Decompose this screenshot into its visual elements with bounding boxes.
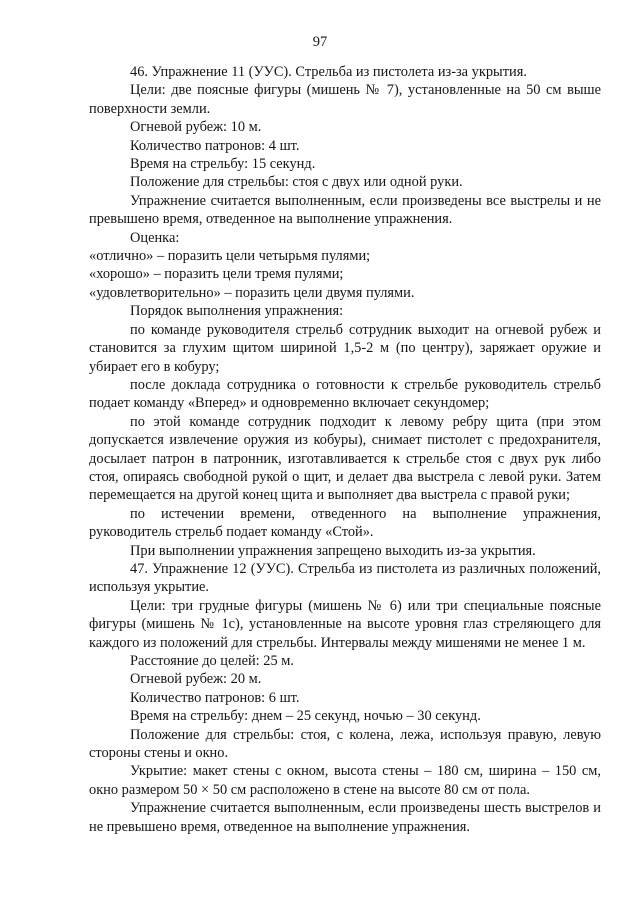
paragraph: по истечении времени, отведенного на выполнение упражнения, руководитель стрельб подает команду «Стой». <box>89 505 601 541</box>
paragraph: Время на стрельбу: днем – 25 секунд, ночью – 30 секунд. <box>130 708 481 725</box>
paragraph: Упражнение считается выполненным, если произведены все выстрелы и не превышено время, отведенное на выполнение упражнения. <box>89 192 601 228</box>
paragraph: Количество патронов: 4 шт. <box>130 137 300 154</box>
paragraph: Укрытие: макет стены с окном, высота стены – 180 см, ширина – 150 см, окно размером 50 × 50 см расположено в стене на высоте 80 см от пола. <box>89 763 601 798</box>
paragraph: по команде руководителя стрельб сотрудник выходит на огневой рубеж и становится за глухим щитом шириной 1,5-2 м (по центру), заряжает оружие и убирает его в кобуру; <box>89 321 601 375</box>
paragraph: Положение для стрельбы: стоя с двух или одной руки. <box>130 174 463 191</box>
exercise-47-heading: 47. Упражнение 12 (УУС). Стрельба из пистолета из различных положений, используя укрытие. <box>89 560 601 596</box>
paragraph: Упражнение считается выполненным, если произведены шесть выстрелов и не превышено время, отведенное на выполнение упражнения. <box>89 800 601 835</box>
grade-good: «хорошо» – поразить цели тремя пулями; <box>89 266 344 283</box>
paragraph: после доклада сотрудника о готовности к стрельбе руководитель стрельб подает команду «Вперед» и одновременно включает секундомер; <box>89 376 601 412</box>
paragraph: Время на стрельбу: 15 секунд. <box>130 156 316 173</box>
paragraph: Положение для стрельбы: стоя, с колена, лежа, используя правую, левую стороны стены и окно. <box>89 726 601 762</box>
paragraph: Количество патронов: 6 шт. <box>130 689 300 706</box>
paragraph: Порядок выполнения упражнения: <box>130 303 344 320</box>
document-body <box>89 63 601 836</box>
page-number: 97 <box>312 34 328 50</box>
exercise-46-heading: 46. Упражнение 11 (УУС). Стрельба из пистолета из-за укрытия. <box>130 64 527 80</box>
paragraph: При выполнении упражнения запрещено выходить из-за укрытия. <box>130 542 536 559</box>
paragraph: Расстояние до целей: 25 м. <box>130 653 294 669</box>
paragraph: Цели: две поясные фигуры (мишень № 7), установленные на 50 см выше поверхности земли. <box>89 82 601 117</box>
paragraph: Оценка: <box>130 229 180 246</box>
paragraph: по этой команде сотрудник подходит к левому ребру щита (при этом допускается извлечение оружия из кобуры), снимает пистолет с предохранителя, досылает патрон в патронник, изготавливается к стрельбе стоя с двух рук либо стоя, опираясь свободной рукой о щит, и делает два выстрела с левой руки. Затем перемещается на другой конец щита и выполняет два выстрела с правой руки; <box>89 413 601 504</box>
paragraph: Огневой рубеж: 10 м. <box>130 119 262 136</box>
grade-satisfactory: «удовлетворительно» – поразить цели двумя пулями. <box>89 284 415 301</box>
grade-excellent: «отлично» – поразить цели четырьмя пулями; <box>89 248 371 265</box>
paragraph: Огневой рубеж: 20 м. <box>130 671 262 688</box>
paragraph: Цели: три грудные фигуры (мишень № 6) или три специальные поясные фигуры (мишень № 1с), установленные на высоте уровня глаз стреляющего для каждого из положений для стрельбы. Интервалы между мишенями не менее 1 м. <box>89 597 601 651</box>
